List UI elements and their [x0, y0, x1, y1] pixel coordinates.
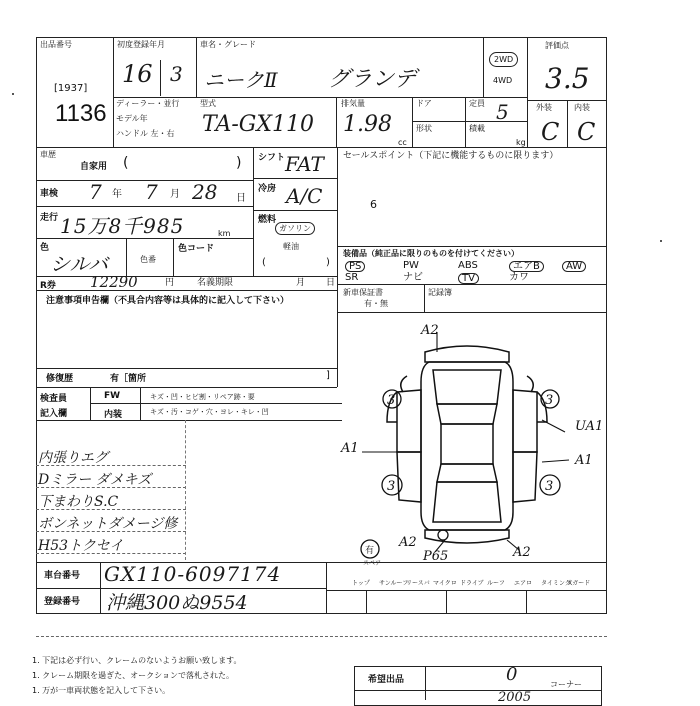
desired-label: 希望出品 — [368, 675, 405, 685]
interior-grade: C — [577, 118, 596, 146]
month-char: 月 — [170, 189, 180, 200]
footer-note: 1. 万が一車両状態を記入して下さい。 — [32, 686, 171, 695]
interior-row-label: 内装 — [104, 410, 123, 420]
handle-label: ハンドル 左・右 — [116, 129, 175, 138]
ac-value: A/C — [286, 184, 323, 208]
model-grade-label: 車名・グレード — [200, 40, 256, 49]
four-wd-option: 4WD — [493, 76, 513, 85]
remark-line: Dミラー ダメキズ — [38, 472, 152, 488]
repair-value: 有［箇所 — [110, 374, 147, 384]
sales-point-label: セールスポイント（下記に機能するものに限ります） — [343, 151, 559, 161]
mileage-label: 走行 — [40, 213, 59, 223]
bottom-cut-value: 2005 — [498, 690, 532, 705]
entry-label: 記入欄 — [40, 409, 68, 419]
footer-option-label: リースバ — [406, 580, 430, 587]
era-month: 3 — [170, 62, 183, 86]
first-registration-label: 初度登録年月 — [117, 40, 165, 49]
equipment-item: PS — [345, 261, 365, 272]
inspector-label: 検査員 — [40, 394, 68, 404]
registration-label: 登録番号 — [44, 597, 81, 607]
map-mark-1: 3 — [387, 393, 396, 408]
map-mark-0: A2 — [421, 323, 439, 338]
equipment-item: ナビ — [403, 272, 423, 283]
interior-items: キズ・汚・コゲ・穴・ヨレ・キレ・凹 — [150, 408, 269, 416]
notes-label: 注意事項申告欄（不具合内容等は具体的に記入して下さい） — [46, 296, 290, 306]
seats-label: 定員 — [469, 99, 485, 108]
map-mark-2: 3 — [545, 393, 554, 408]
inspection-month: 7 — [145, 180, 158, 204]
displacement: 1.98 — [343, 112, 392, 137]
color-label: 色 — [40, 243, 50, 253]
speck — [660, 240, 662, 242]
footer-option-label: タイミング — [541, 580, 571, 587]
repair-label: 修復歴 — [46, 374, 74, 384]
payload-label: 積載 — [469, 124, 485, 133]
inspection-label: 車検 — [40, 189, 59, 199]
footer-option-label: サンルーフ — [379, 580, 409, 587]
fuel-label: 燃料 — [258, 215, 277, 225]
sales-point-mark: 6 — [370, 198, 377, 211]
mileage-value: 15万8千985 — [60, 214, 185, 238]
equipment-item: TV — [458, 273, 479, 284]
door-label: ドア — [416, 99, 432, 108]
map-mark-8: A2 — [399, 535, 417, 550]
desired-value: 0 — [506, 664, 518, 685]
exterior-label: 外装 — [536, 103, 552, 112]
model-name: ニークⅡ — [204, 68, 278, 92]
footer-note: 1. 下記は必ず行い、クレームのないようお願い致します。 — [32, 656, 242, 665]
spare-mark: 有 — [365, 546, 375, 556]
kg-unit: kg — [516, 138, 526, 147]
equipment-label: 装備品（純正品に限りのものを付けてください） — [343, 249, 519, 258]
equipment-item: PW — [403, 260, 419, 271]
fw-items: キズ・凹・ヒビ割・リペア跡・要 — [150, 393, 255, 401]
ac-label: 冷房 — [258, 184, 277, 194]
score-label: 評価点 — [545, 41, 569, 50]
car-diagram — [337, 312, 607, 572]
new-manual-exists: 有・無 — [364, 299, 388, 308]
lot-label: 出品番号 — [40, 40, 72, 49]
map-mark-5: UA1 — [575, 419, 604, 434]
footer-option-label: ルーフ — [487, 580, 505, 587]
map-mark-6: A1 — [575, 453, 593, 468]
name-change-day: 日 — [326, 278, 336, 288]
equipment-item: エアB — [509, 261, 544, 272]
map-mark-7: A1 — [341, 441, 359, 456]
map-mark-4: 3 — [545, 479, 554, 494]
type-label: 型式 — [200, 99, 216, 108]
km-unit: km — [218, 229, 231, 238]
two-wd-option: 2WD — [489, 52, 518, 67]
color-value: シルバ — [50, 252, 109, 276]
map-mark-3: 3 — [387, 479, 396, 494]
map-mark-9: P65 — [423, 549, 449, 564]
remark-line: 内張りエグ — [38, 450, 108, 466]
remark-line: 下まわりS.C — [38, 494, 119, 510]
overall-score: 3.5 — [545, 62, 590, 95]
color-code-label: 色コード — [178, 244, 215, 254]
recycle-fee: 12290 — [90, 273, 138, 291]
remark-line: ボンネットダメージ修 — [38, 516, 178, 532]
lot-sub-number: [1937] — [54, 83, 88, 94]
inspection-year: 7 — [89, 180, 102, 204]
yen-unit: 円 — [165, 278, 175, 288]
recycle-label: R券 — [40, 281, 56, 291]
chassis-label: 車台番号 — [44, 571, 81, 581]
shift-label: シフト — [258, 153, 286, 163]
remark-line: H53トクセイ — [38, 538, 124, 554]
equipment-item: SR — [345, 272, 359, 283]
fuel-light-oil: 軽油 — [283, 242, 299, 251]
chassis-number: GX110-6097174 — [104, 562, 282, 586]
registration-number: 沖縄300ぬ9554 — [106, 592, 248, 614]
footer-note: 1. クレーム期限を過ぎた、オークションで落札された。 — [32, 671, 235, 680]
history-label: 車歴 — [40, 150, 56, 159]
year-char: 年 — [112, 189, 122, 200]
spare-label: スペア — [363, 560, 382, 567]
history-value: 自家用 — [80, 162, 108, 172]
model-type: TA-GX110 — [202, 112, 315, 137]
footer-option-label: マイクロ — [433, 580, 457, 587]
inspection-day: 28 — [192, 180, 218, 204]
dealer-label: ディーラー・並行 — [116, 99, 180, 108]
seats: 5 — [496, 100, 509, 124]
new-manual-label: 新車保証書 — [343, 288, 383, 297]
equipment-item: ABS — [458, 260, 478, 271]
record-book-label: 記録簿 — [428, 288, 452, 297]
exterior-grade: C — [541, 118, 560, 146]
interior-label: 内装 — [574, 103, 590, 112]
displacement-label: 排気量 — [341, 99, 365, 108]
lot-number: 1136 — [55, 100, 107, 127]
corner-label: コーナー — [550, 680, 582, 689]
shift-value: FAT — [285, 152, 324, 176]
equipment-item: AW — [562, 261, 586, 272]
name-change-month: 月 — [296, 278, 306, 288]
footer-option-label: トップ — [352, 580, 370, 587]
name-change-label: 名義期限 — [197, 278, 234, 288]
cc-unit: cc — [398, 138, 407, 147]
era-year: 16 — [122, 60, 153, 88]
day-char: 日 — [236, 193, 246, 204]
speck — [12, 93, 14, 95]
footer-option-label: Xガード — [568, 580, 591, 587]
fw-label: FW — [104, 391, 121, 401]
grade: グランデ — [328, 67, 417, 92]
equipment-item: カワ — [509, 272, 529, 283]
color-no-label: 色番 — [140, 255, 156, 264]
fuel-gasoline: ガソリン — [275, 222, 315, 235]
map-mark-10: A2 — [513, 545, 531, 560]
footer-option-label: エアロ — [514, 580, 533, 587]
footer-option-label: ドライブ — [460, 580, 484, 587]
model-year-label: モデル年 — [116, 114, 148, 123]
form-label: 形状 — [416, 124, 432, 133]
